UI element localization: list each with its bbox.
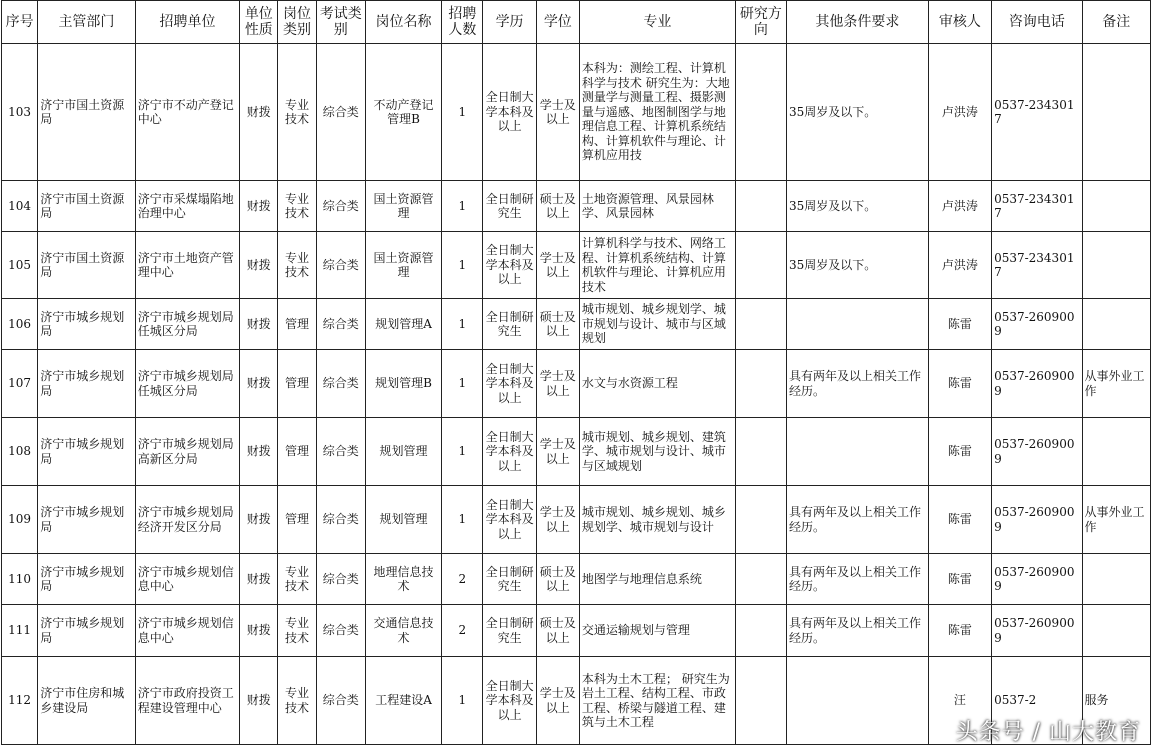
cell-count: 1 [442, 486, 483, 554]
header-count: 招聘人数 [442, 1, 483, 44]
cell-unit: 济宁市不动产登记中心 [135, 44, 240, 181]
cell-nature: 财拨 [240, 44, 278, 181]
cell-edu: 全日制大学本科及以上 [483, 232, 536, 299]
header-nature: 单位性质 [240, 1, 278, 44]
cell-reviewer: 汪 [928, 657, 991, 745]
cell-no: 104 [2, 181, 38, 232]
cell-edu: 全日制大学本科及以上 [483, 44, 536, 181]
cell-degree: 硕士及以上 [536, 605, 579, 657]
table-row [2, 232, 1151, 299]
cell-degree: 学士及以上 [536, 418, 579, 486]
cell-nature: 财拨 [240, 181, 278, 232]
cell-nature: 财拨 [240, 605, 278, 657]
cell-edu: 全日制研究生 [483, 181, 536, 232]
cell-note [1082, 418, 1150, 486]
cell-no: 110 [2, 554, 38, 605]
cell-count: 1 [442, 299, 483, 350]
cell-edu: 全日制大学本科及以上 [483, 486, 536, 554]
cell-dept: 济宁市城乡规划局 [38, 350, 136, 418]
cell-nature: 财拨 [240, 299, 278, 350]
cell-note [1082, 181, 1150, 232]
cell-count: 2 [442, 605, 483, 657]
cell-note [1082, 299, 1150, 350]
cell-unit: 济宁市城乡规划局任城区分局 [135, 299, 240, 350]
cell-reviewer: 陈雷 [928, 486, 991, 554]
cell-exam: 综合类 [316, 181, 365, 232]
header-post: 岗位名称 [365, 1, 441, 44]
cell-research [735, 299, 786, 350]
cell-edu: 全日制大学本科及以上 [483, 418, 536, 486]
header-no: 序号 [2, 1, 38, 44]
cell-no: 109 [2, 486, 38, 554]
header-phone: 咨询电话 [992, 1, 1082, 44]
cell-major: 水文与水资源工程 [579, 350, 735, 418]
cell-no: 111 [2, 605, 38, 657]
cell-post-type: 管理 [278, 486, 316, 554]
cell-post-type: 管理 [278, 299, 316, 350]
cell-post-type: 专业技术 [278, 232, 316, 299]
cell-unit: 济宁市政府投资工程建设管理中心 [135, 657, 240, 745]
cell-unit: 济宁市城乡规划局高新区分局 [135, 418, 240, 486]
cell-edu: 全日制研究生 [483, 299, 536, 350]
cell-note: 从事外业工作 [1082, 350, 1150, 418]
cell-post: 规划管理 [365, 486, 441, 554]
cell-unit: 济宁市城乡规划信息中心 [135, 605, 240, 657]
cell-phone: 0537-2609009 [992, 605, 1082, 657]
cell-degree: 硕士及以上 [536, 299, 579, 350]
header-other: 其他条件要求 [787, 1, 929, 44]
cell-note: 服务 [1082, 657, 1150, 745]
header-research: 研究方向 [735, 1, 786, 44]
cell-reviewer: 陈雷 [928, 350, 991, 418]
cell-other [787, 418, 929, 486]
header-major: 专业 [579, 1, 735, 44]
cell-count: 1 [442, 418, 483, 486]
cell-post-type: 专业技术 [278, 44, 316, 181]
cell-reviewer: 陈雷 [928, 299, 991, 350]
cell-other: 35周岁及以下。 [787, 44, 929, 181]
cell-research [735, 44, 786, 181]
cell-degree: 学士及以上 [536, 350, 579, 418]
cell-phone: 0537-2609009 [992, 554, 1082, 605]
cell-exam: 综合类 [316, 418, 365, 486]
cell-research [735, 232, 786, 299]
cell-post-type: 管理 [278, 418, 316, 486]
table-row [2, 350, 1151, 418]
cell-exam: 综合类 [316, 486, 365, 554]
cell-note: 从事外业工作 [1082, 486, 1150, 554]
cell-other: 35周岁及以下。 [787, 181, 929, 232]
cell-phone: 0537-2609009 [992, 299, 1082, 350]
cell-phone: 0537-2609009 [992, 350, 1082, 418]
cell-phone: 0537-2343017 [992, 181, 1082, 232]
cell-research [735, 554, 786, 605]
cell-other: 具有两年及以上相关工作经历。 [787, 554, 929, 605]
watermark-text: 头条号 / 山大教育 [955, 720, 1141, 745]
cell-degree: 学士及以上 [536, 657, 579, 745]
recruitment-table [1, 0, 1151, 745]
cell-reviewer: 卢洪涛 [928, 232, 991, 299]
cell-post-type: 专业技术 [278, 554, 316, 605]
cell-no: 105 [2, 232, 38, 299]
cell-no: 112 [2, 657, 38, 745]
cell-post-type: 管理 [278, 350, 316, 418]
cell-other: 具有两年及以上相关工作经历。 [787, 486, 929, 554]
cell-count: 1 [442, 232, 483, 299]
cell-phone: 0537-2 [992, 657, 1082, 745]
cell-post: 规划管理A [365, 299, 441, 350]
cell-no: 108 [2, 418, 38, 486]
cell-post: 规划管理 [365, 418, 441, 486]
table-row [2, 554, 1151, 605]
cell-major: 城市规划、城乡规划学、城市规划与设计、城市与区域规划 [579, 299, 735, 350]
cell-no: 103 [2, 44, 38, 181]
cell-major: 城市规划、城乡规划、城乡规划学、城市规划与设计 [579, 486, 735, 554]
cell-other: 35周岁及以下。 [787, 232, 929, 299]
cell-unit: 济宁市城乡规划局任城区分局 [135, 350, 240, 418]
header-note: 备注 [1082, 1, 1150, 44]
cell-major: 地图学与地理信息系统 [579, 554, 735, 605]
cell-research [735, 418, 786, 486]
table-row [2, 418, 1151, 486]
table-row [2, 299, 1151, 350]
cell-reviewer: 卢洪涛 [928, 181, 991, 232]
cell-major: 城市规划、城乡规划、建筑学、城市规划与设计、城市与区域规划 [579, 418, 735, 486]
cell-dept: 济宁市城乡规划局 [38, 418, 136, 486]
cell-no: 106 [2, 299, 38, 350]
cell-unit: 济宁市土地资产管理中心 [135, 232, 240, 299]
header-exam: 考试类别 [316, 1, 365, 44]
cell-degree: 硕士及以上 [536, 181, 579, 232]
cell-phone: 0537-2609009 [992, 418, 1082, 486]
cell-research [735, 657, 786, 745]
cell-dept: 济宁市城乡规划局 [38, 605, 136, 657]
cell-research [735, 605, 786, 657]
cell-count: 1 [442, 350, 483, 418]
cell-research [735, 181, 786, 232]
cell-dept: 济宁市城乡规划局 [38, 554, 136, 605]
cell-edu: 全日制大学本科及以上 [483, 350, 536, 418]
cell-major: 本科为：测绘工程、计算机科学与技术 研究生为：大地测量学与测量工程、摄影测量与遥感、地图制图学与地理信息工程、计算机系统结构、计算机软件与理论、计算机应用技 [579, 44, 735, 181]
cell-dept: 济宁市国土资源局 [38, 44, 136, 181]
cell-major: 本科为土木工程； 研究生为岩土工程、结构工程、市政工程、桥梁与隧道工程、建筑与土木工程 [579, 657, 735, 745]
cell-nature: 财拨 [240, 486, 278, 554]
cell-unit: 济宁市城乡规划信息中心 [135, 554, 240, 605]
cell-post-type: 专业技术 [278, 181, 316, 232]
cell-post: 不动产登记管理B [365, 44, 441, 181]
cell-post: 国土资源管理 [365, 232, 441, 299]
header-row [2, 1, 1151, 44]
cell-exam: 综合类 [316, 232, 365, 299]
cell-reviewer: 陈雷 [928, 554, 991, 605]
cell-exam: 综合类 [316, 350, 365, 418]
cell-nature: 财拨 [240, 554, 278, 605]
cell-note [1082, 232, 1150, 299]
header-unit: 招聘单位 [135, 1, 240, 44]
cell-unit: 济宁市采煤塌陷地治理中心 [135, 181, 240, 232]
cell-degree: 学士及以上 [536, 486, 579, 554]
cell-research [735, 486, 786, 554]
cell-nature: 财拨 [240, 350, 278, 418]
cell-major: 土地资源管理、风景园林学、风景园林 [579, 181, 735, 232]
cell-count: 1 [442, 657, 483, 745]
cell-post: 国土资源管理 [365, 181, 441, 232]
cell-other [787, 299, 929, 350]
cell-dept: 济宁市住房和城乡建设局 [38, 657, 136, 745]
header-degree: 学位 [536, 1, 579, 44]
cell-phone: 0537-2343017 [992, 44, 1082, 181]
cell-phone: 0537-2343017 [992, 232, 1082, 299]
cell-count: 1 [442, 181, 483, 232]
header-post-type: 岗位类别 [278, 1, 316, 44]
cell-dept: 济宁市国土资源局 [38, 232, 136, 299]
cell-dept: 济宁市城乡规划局 [38, 486, 136, 554]
cell-post: 交通信息技术 [365, 605, 441, 657]
cell-other [787, 657, 929, 745]
cell-count: 1 [442, 44, 483, 181]
table-row [2, 605, 1151, 657]
cell-note [1082, 605, 1150, 657]
cell-edu: 全日制研究生 [483, 605, 536, 657]
cell-edu: 全日制大学本科及以上 [483, 657, 536, 745]
cell-dept: 济宁市城乡规划局 [38, 299, 136, 350]
cell-nature: 财拨 [240, 232, 278, 299]
cell-unit: 济宁市城乡规划局经济开发区分局 [135, 486, 240, 554]
cell-research [735, 350, 786, 418]
cell-post-type: 专业技术 [278, 657, 316, 745]
table-row [2, 44, 1151, 181]
header-edu: 学历 [483, 1, 536, 44]
table-row [2, 486, 1151, 554]
cell-reviewer: 陈雷 [928, 418, 991, 486]
cell-reviewer: 卢洪涛 [928, 44, 991, 181]
cell-note [1082, 554, 1150, 605]
cell-no: 107 [2, 350, 38, 418]
cell-post: 地理信息技术 [365, 554, 441, 605]
cell-other: 具有两年及以上相关工作经历。 [787, 605, 929, 657]
cell-reviewer: 陈雷 [928, 605, 991, 657]
cell-exam: 综合类 [316, 605, 365, 657]
cell-exam: 综合类 [316, 554, 365, 605]
cell-post: 规划管理B [365, 350, 441, 418]
cell-exam: 综合类 [316, 44, 365, 181]
cell-phone: 0537-2609009 [992, 486, 1082, 554]
cell-major: 计算机科学与技术、网络工程、计算机系统结构、计算机软件与理论、计算机应用技术 [579, 232, 735, 299]
cell-nature: 财拨 [240, 418, 278, 486]
cell-nature: 财拨 [240, 657, 278, 745]
cell-major: 交通运输规划与管理 [579, 605, 735, 657]
cell-other: 具有两年及以上相关工作经历。 [787, 350, 929, 418]
cell-count: 2 [442, 554, 483, 605]
cell-degree: 学士及以上 [536, 44, 579, 181]
cell-post-type: 专业技术 [278, 605, 316, 657]
cell-degree: 学士及以上 [536, 232, 579, 299]
cell-exam: 综合类 [316, 657, 365, 745]
cell-edu: 全日制研究生 [483, 554, 536, 605]
header-reviewer: 审核人 [928, 1, 991, 44]
cell-dept: 济宁市国土资源局 [38, 181, 136, 232]
header-dept: 主管部门 [38, 1, 136, 44]
table-row [2, 181, 1151, 232]
cell-degree: 硕士及以上 [536, 554, 579, 605]
cell-exam: 综合类 [316, 299, 365, 350]
cell-post: 工程建设A [365, 657, 441, 745]
cell-note [1082, 44, 1150, 181]
